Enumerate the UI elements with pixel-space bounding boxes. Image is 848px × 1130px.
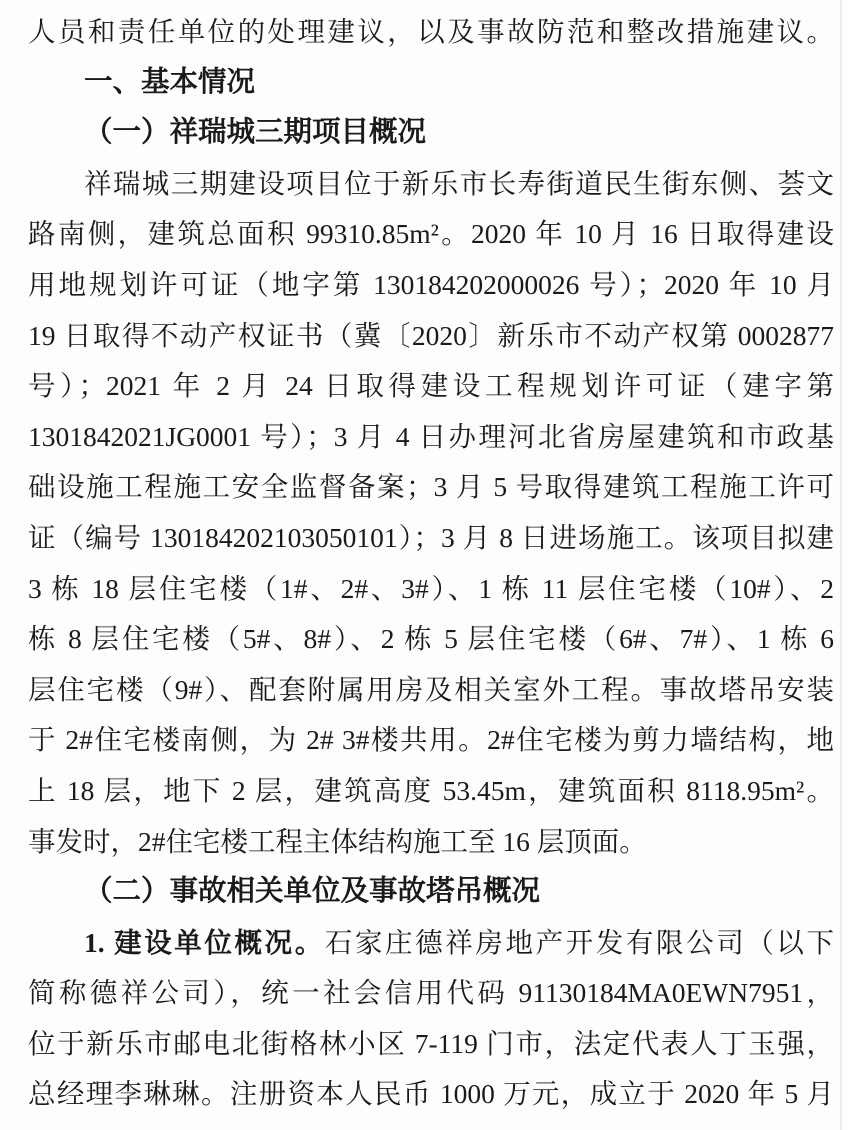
paragraph-line: 用地规划许可证（地字第 130184202000026 号）；2020 年 10 月 (28, 268, 834, 300)
subsection-heading-project-overview: （一）祥瑞城三期项目概况 (84, 117, 427, 149)
paragraph-line: 号）；2021 年 2 月 24 日取得建设工程规划许可证（建字第 (28, 370, 834, 402)
paragraph-line: 祥瑞城三期建设项目位于新乐市长寿街道民生街东侧、荟文 (84, 167, 834, 199)
paragraph-line: 3 栋 18 层住宅楼（1#、2#、3#）、1 栋 11 层住宅楼（10#）、2 (28, 572, 834, 604)
paragraph-line: 层住宅楼（9#）、配套附属用房及相关室外工程。事故塔吊安装 (28, 673, 834, 705)
paragraph-line: 于 2#住宅楼南侧，为 2# 3#楼共用。2#住宅楼为剪力墙结构，地 (28, 724, 834, 756)
paragraph-line: 1301842021JG0001 号）；3 月 4 日办理河北省房屋建筑和市政基 (28, 420, 834, 452)
paragraph-line: 础设施工程施工安全监督备案；3 月 5 号取得建筑工程施工许可 (28, 471, 834, 503)
paragraph-line: 事发时，2#住宅楼工程主体结构施工至 16 层顶面。 (28, 825, 647, 857)
section-heading-basic-info: 一、基本情况 (84, 66, 256, 98)
subsection-heading-related-units: （二）事故相关单位及事故塔吊概况 (84, 876, 541, 908)
paragraph-line: 路南侧，建筑总面积 99310.85m²。2020 年 10 月 16 日取得建设 (28, 218, 834, 250)
paragraph-continuation-line: 人员和责任单位的处理建议，以及事故防范和整改措施建议。 (28, 16, 834, 47)
paragraph-line: 位于新乐市邮电北街格林小区 7-119 门市，法定代表人丁玉强， (28, 1027, 834, 1059)
paragraph-line: 19 日取得不动产权证书（冀〔2020〕新乐市不动产权第 0002877 (28, 319, 834, 351)
paragraph-line: 上 18 层，地下 2 层，建筑高度 53.45m，建筑面积 8118.95m²。 (28, 774, 834, 806)
paragraph-line: 简称德祥公司），统一社会信用代码 91130184MA0EWN7951， (28, 977, 834, 1009)
paragraph-line: 总经理李琳琳。注册资本人民币 1000 万元，成立于 2020 年 5 月 (28, 1078, 834, 1110)
scan-edge-line (840, 0, 842, 1130)
paragraph-line: 栋 8 层住宅楼（5#、8#）、2 栋 5 层住宅楼（6#、7#）、1 栋 6 (28, 623, 834, 655)
item-text: 石家庄德祥房地产开发有限公司（以下 (324, 926, 834, 958)
paragraph-line (28, 918, 834, 969)
item-label: 1. 建设单位概况。 (84, 926, 325, 958)
paragraph-line: 证（编号 130184202103050101）；3 月 8 日进场施工。该项目拟建 (28, 521, 834, 553)
